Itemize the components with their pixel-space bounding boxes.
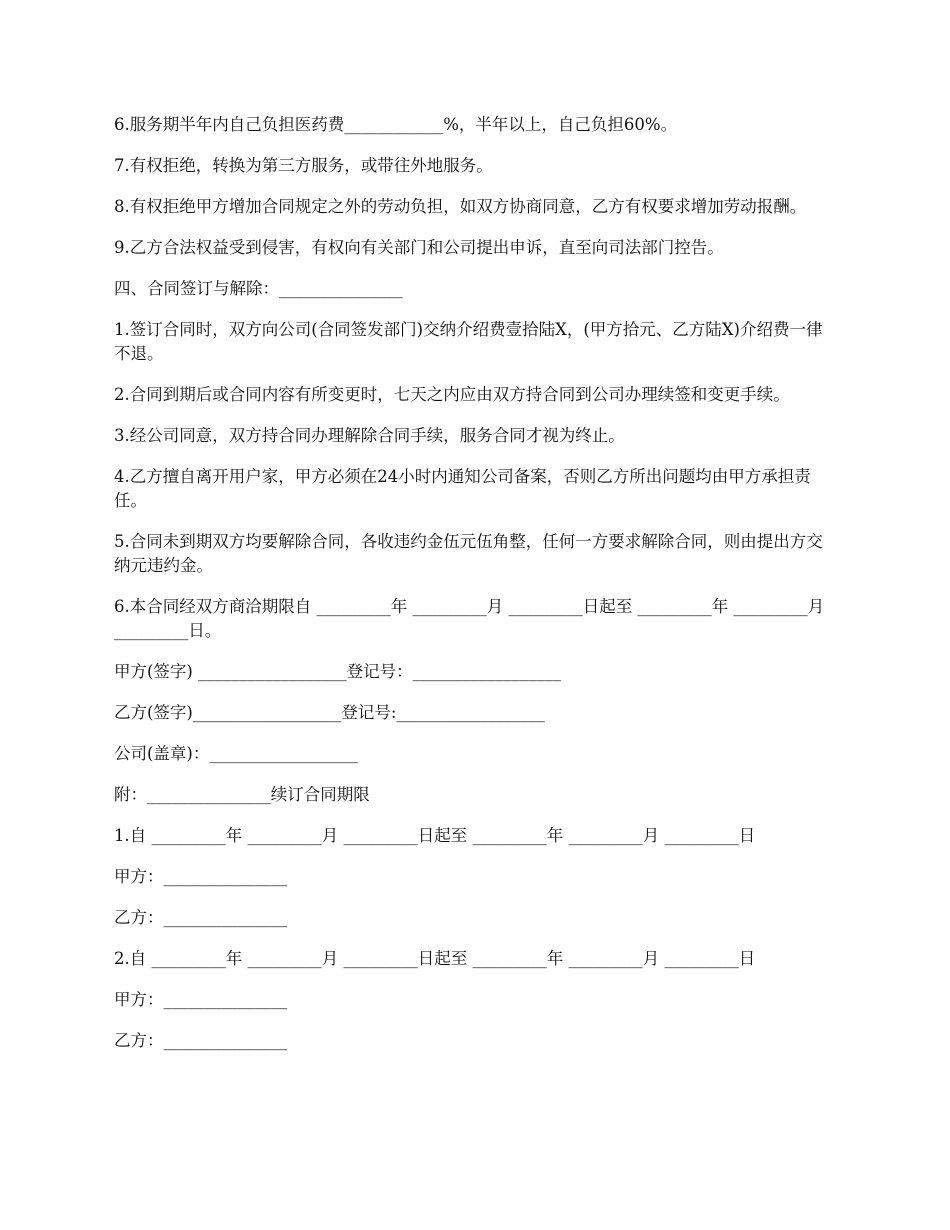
paragraph-refuse-extra-labor: 8.有权拒绝甲方增加合同规定之外的劳动负担，如双方协商同意，乙方有权要求增加劳动报酬。: [114, 197, 807, 216]
renewal-period-2: 2.自 _________年 _________月 _________日起至 _________年 _________月 _________日: [114, 949, 756, 968]
renewal-1-party-b: 乙方：_______________: [114, 908, 288, 927]
renewal-2-party-a: 甲方：_______________: [114, 990, 288, 1009]
paragraph-rights-appeal: 9.乙方合法权益受到侵害，有权向有关部门和公司提出申诉，直至向司法部门控告。: [114, 238, 724, 257]
renewal-1-party-a: 甲方：_______________: [114, 867, 288, 886]
signature-party-b: 乙方(签字)__________________登记号:__________________: [114, 703, 545, 722]
paragraph-refuse-transfer: 7.有权拒绝，转换为第三方服务，或带往外地服务。: [114, 156, 493, 175]
appendix-renewal-heading: 附：_______________续订合同期限: [114, 785, 370, 804]
paragraph-leaving-notice: 4.乙方擅自离开用户家，甲方必须在24小时内通知公司备案，否则乙方所出问题均由甲方承担责任。: [114, 467, 811, 510]
section-heading-signing-termination: 四、合同签订与解除：_______________: [114, 279, 403, 298]
paragraph-penalty: 5.合同未到期双方均要解除合同，各收违约金伍元伍角整，任何一方要求解除合同，则由提出方交纳元违约金。: [114, 532, 823, 575]
renewal-2-party-b: 乙方：_______________: [114, 1031, 288, 1050]
signature-party-a: 甲方(签字) __________________登记号：__________________: [114, 662, 562, 681]
paragraph-renewal-change: 2.合同到期后或合同内容有所变更时，七天之内应由双方持合同到公司办理续签和变更手续。: [114, 385, 790, 404]
company-seal: 公司(盖章)：__________________: [114, 744, 358, 763]
paragraph-termination: 3.经公司同意，双方持合同办理解除合同手续，服务合同才视为终止。: [114, 426, 625, 445]
paragraph-contract-term: 6.本合同经双方商洽期限自 _________年 _________月 _________日起至 _________年 _________月 _________日。: [114, 597, 830, 640]
paragraph-medical-expense: 6.服务期半年内自己负担医药费____________%，半年以上，自己负担60%。: [114, 115, 678, 134]
paragraph-signing-fee: 1.签订合同时，双方向公司(合同签发部门)交纳介绍费壹拾陆X，(甲方拾元、乙方陆X)介绍费一律不退。: [114, 320, 823, 363]
renewal-period-1: 1.自 _________年 _________月 _________日起至 _________年 _________月 _________日: [114, 826, 756, 845]
document-body: [114, 113, 836, 1070]
